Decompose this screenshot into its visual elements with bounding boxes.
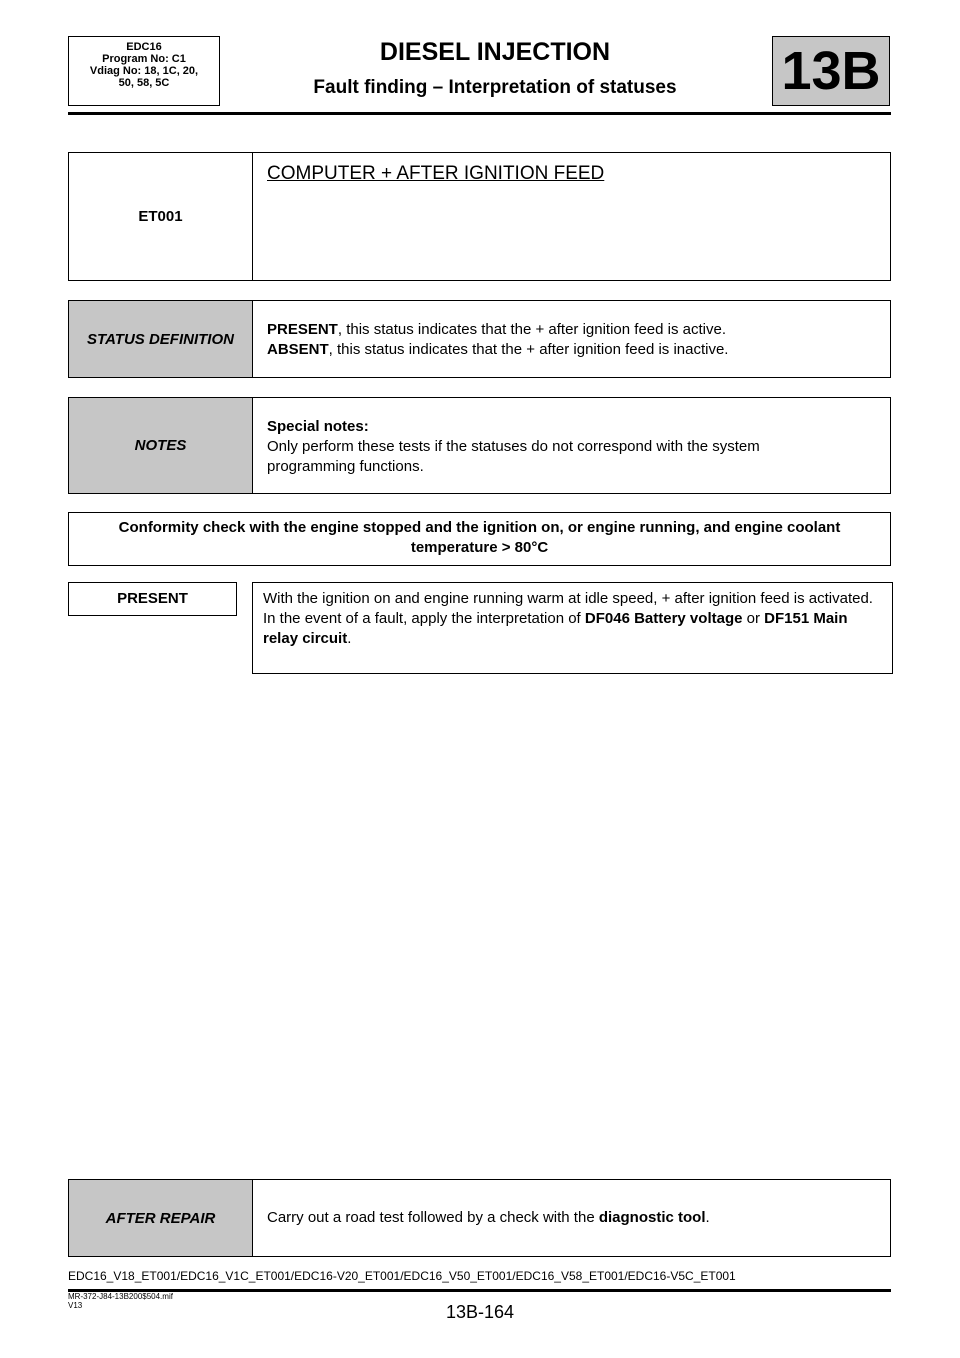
section-code-tab: 13B [772,36,890,106]
page-title: DIESEL INJECTION [379,38,611,66]
program-number: Program No: C1 [102,53,186,65]
present-connector: or [742,610,765,627]
present-instructions [252,582,893,674]
header-divider [68,112,891,115]
status-definition-label: STATUS DEFINITION [69,301,253,377]
absent-definition [267,340,876,360]
footer-divider [68,1289,891,1292]
source-file: MR-372-J84-13B200$504.mif [68,1292,173,1301]
present-line-2-prefix: In the event of a fault, apply the interpretation of [263,610,585,627]
status-title-table [68,152,891,281]
present-line-2 [263,609,882,649]
after-repair-text [267,1208,710,1228]
notes-heading: Special notes: [267,418,369,435]
status-definition-table [68,300,891,378]
status-name: COMPUTER + AFTER IGNITION FEED [267,163,605,184]
vehicle-info-box [68,36,220,106]
notes-table [68,397,891,494]
reference-codes: EDC16_V18_ET001/EDC16_V1C_ET001/EDC16-V20_ET001/EDC16_V50_ET001/EDC16_V58_ET001/EDC16-V5C_ET001 [68,1269,736,1283]
status-code: ET001 [69,153,253,280]
present-end: . [347,630,352,647]
after-repair-label: AFTER REPAIR [69,1180,253,1256]
after-repair-end: . [705,1209,710,1226]
present-term: PRESENT [267,321,338,338]
ecu-name: EDC16 [126,41,162,53]
notes-text: Only perform these tests if the statuses do not correspond with the system programming functions. [267,438,760,475]
vdiag-numbers: Vdiag No: 18, 1C, 20, [89,65,199,77]
ref-df046: DF046 Battery voltage [584,610,743,627]
notes-label: NOTES [69,398,253,493]
present-definition-text: , this status indicates that the + after ignition feed is active. [337,321,726,338]
after-repair-table [68,1179,891,1257]
version: V13 [68,1301,83,1310]
absent-term: ABSENT [267,341,329,358]
diagnostic-tool: diagnostic tool [598,1209,706,1226]
present-label: PRESENT [68,582,237,616]
absent-definition-text: , this status indicates that the + after ignition feed is inactive. [328,341,729,358]
after-repair-prefix: Carry out a road test followed by a check with the [267,1209,599,1226]
page-subtitle: Fault finding – Interpretation of statuses [313,77,677,98]
vdiag-numbers-cont: 50, 58, 5C [118,77,170,89]
page-number: 13B-164 [445,1302,515,1322]
present-definition [267,320,876,340]
ref-df151: DF151 Main relay circuit [263,610,848,647]
conformity-check-banner: Conformity check with the engine stopped and the ignition on, or engine running, and engine coolant temperature > 80°C [68,512,891,566]
present-line-1: With the ignition on and engine running warm at idle speed, + after ignition feed is activated. [263,590,873,607]
